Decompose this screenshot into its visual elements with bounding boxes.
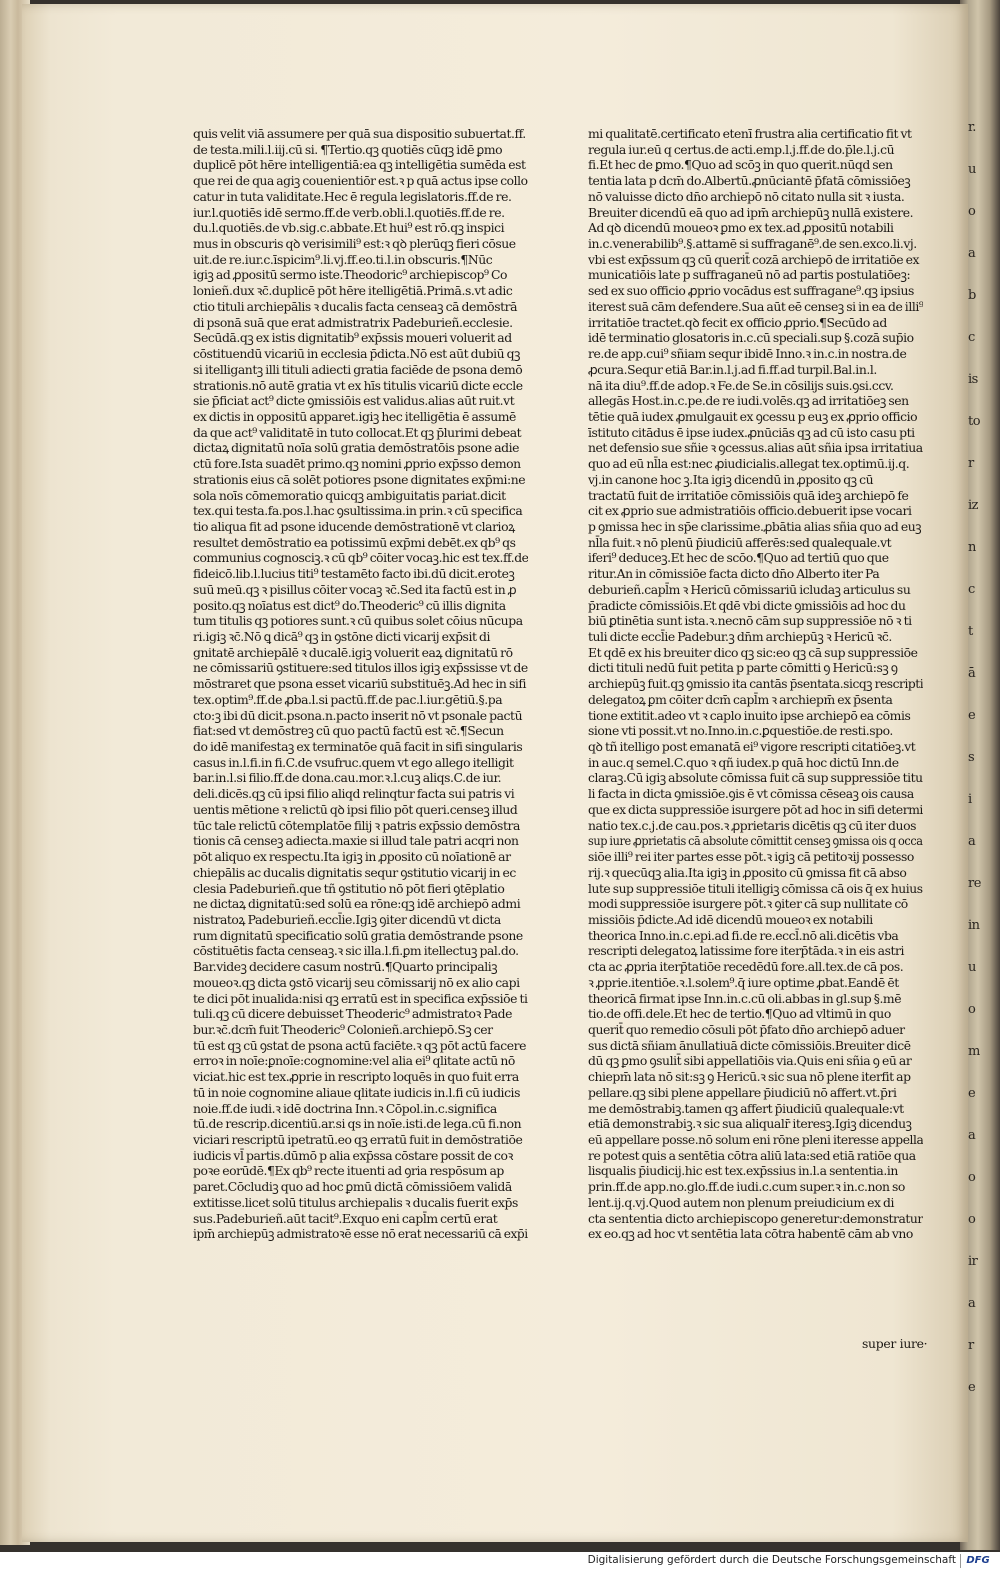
text-line: cto:ꝫ ibi dū dicit.psona.n.pacto inserit nō vt psonale pactū	[193, 707, 523, 723]
text-column-left	[193, 126, 528, 1242]
text-line: ipm̄ archiepūꝫ admistratoꝛē esse nō erat necessariū cā exp̄i	[193, 1226, 528, 1242]
text-line: igiꝫ ad ꝓpositū sermo iste.Theodoric⁹ archiepiscop⁹ Co	[193, 267, 507, 283]
text-line: lonieñ.dux ꝛc̄.duplicē pōt hēre itelligētiā.Primā.s.vt adic	[193, 283, 513, 299]
text-line: me demōstrabiꝫ.tamen qꝫ affert p̄iudiciū qualequale:vt	[588, 1100, 904, 1116]
text-line: tio.de offi.dele.Et hec de tertio.¶Quo ad vltimū in quo	[588, 1006, 891, 1022]
facing-page-text-fragment: e	[968, 708, 976, 723]
text-line: ctū fore.Ista suadēt primo.qꝫ nomini ꝓprio exp̄sso demon	[193, 456, 521, 472]
facing-page-text-fragment: to	[968, 414, 981, 429]
text-line: tūc tale relictū cōtemplatōe filij ꝛ patris exp̄ssio demōstra	[193, 817, 520, 833]
facing-page-text-fragment: o	[968, 204, 976, 219]
facing-page-text-fragment: t	[968, 624, 973, 639]
text-line: sola noīs cōmemoratio quicqꝫ ambiguitatis pariat.dicit	[193, 487, 506, 503]
text-line: que ex dicta suppressiōe isurgere pōt ad hoc in sifi determi	[588, 801, 923, 817]
catchword: super iure·	[862, 1336, 928, 1351]
text-line: de testa.mili.l.iij.cū si. ¶Tertio.qꝫ quotiēs cūqꝫ idē ꝑmo	[193, 141, 503, 157]
text-line: lisqualis p̄iudicij.hic est tex.exp̄ssius in.l.a sententia.in	[588, 1163, 898, 1179]
text-line: irritatiōe tractet.qꝺ fecit ex officio ꝓprio.¶Secūdo ad	[588, 314, 887, 330]
text-line: mus in obscuris qꝺ verisimili⁹ est:ꝛ qꝺ plerūqꝫ fieri cōsue	[193, 236, 516, 252]
text-line: theorica Inno.in.c.epi.ad fi.de re.eccl̄.nō ali.dicētis vba	[588, 927, 899, 943]
text-line: sus dictā sñiam ānullatiuā dicte cōmissiōis.Breuiter dicē	[588, 1037, 911, 1053]
text-line: uentis mētione ꝛ relictū qꝺ ipsi filio pōt queri.censeꝫ illud	[193, 801, 518, 817]
text-line: uit.de re.iur.c.īspicim⁹.li.vj.ff.eo.ti.l.in obscuris.¶Nūc	[193, 251, 493, 267]
text-line: posito.qꝫ noīatus est dict⁹ do.Theoderic⁹ cū illis dignita	[193, 597, 506, 613]
facing-page-text-fragment: a	[968, 1296, 976, 1311]
text-line: sione vti possit.vt no.Inno.in.c.ꝑquestiōe.de resti.spo.	[588, 723, 893, 739]
text-line: catur in tuta validitate.Hec ē regula legislatoris.ff.de re.	[193, 188, 512, 204]
text-line: Et qdē ex his breuiter dico qꝫ sic:eo qꝫ cā sup suppressiōe	[588, 644, 918, 660]
facing-page-text-fragment: s	[968, 750, 975, 765]
text-line: p̄radicte cōmissiōis.Et qdē vbi dicte ꝯmissiōis ad hoc du	[588, 597, 906, 613]
text-line: re potest quis a sentētia cōtra aliū lata:sed etiā ratiōe qua	[588, 1147, 916, 1163]
text-line: biū ꝑtinētia sunt ista.ꝛ.necnō cām sup suppressiōe nō ꝛ ti	[588, 613, 912, 629]
text-line: p ꝯmissa hec in sp̄e clarissime.ꝓbātia alias sñia quo ad euꝫ	[588, 518, 922, 534]
facing-page-text-fragment: a	[968, 834, 976, 849]
text-line: rescripti delegatoꝝ latissime fore iterp̄tāda.ꝛ in eis astri	[588, 943, 905, 959]
text-line: deburieñ.capl̄m ꝛ Hericū cōmissariū icludaꝫ articulus su	[588, 581, 911, 597]
text-line: extitisse.licet solū titulus archiepalis ꝛ ducalis fuerit exp̄s	[193, 1194, 518, 1210]
text-line: nō valuisse dicto dn̄o archiepō nō citato nulla sit ꝛ iusta.	[588, 188, 905, 204]
facing-page-text-fragment: ir	[968, 1254, 978, 1269]
text-line: chiepālis ac ducalis dignitatis sequr ꝯstitutio vicarij in ec	[193, 864, 516, 880]
text-line: iudicis vl̄ partis.dūmō p alia exp̄ssa cōstare possit de coꝛ	[193, 1147, 513, 1163]
text-line: pellare.qꝫ sibi plene appellare p̄iudiciū nō affert.vt.p̄ri	[588, 1084, 897, 1100]
text-line: cit ex ꝓprio sue admistratiōis officio.debuerit ipse vocari	[588, 503, 912, 519]
text-line: ne dictaꝝ dignitatū:sed solū ea rōne:qꝫ idē archiepō admi	[193, 896, 521, 912]
text-line: re.de app.cui⁹ sñiam sequr ibidē Inno.ꝛ in.c.in nostra.de	[588, 346, 907, 362]
facing-page-text-fragment: u	[968, 960, 976, 975]
text-line: sed ex suo officio ꝓprio vocādus est suffragane⁹.qꝫ ipsius	[588, 283, 914, 299]
facing-page-text-fragment: is	[968, 372, 978, 387]
facing-page-fragment	[968, 120, 1000, 1440]
text-line: missiōis p̄dicte.Ad idē dicendū moueoꝛ ex notabili	[588, 911, 873, 927]
facing-page-text-fragment: o	[968, 1170, 976, 1185]
dfg-logo: DFG	[960, 1554, 995, 1568]
text-line: tex.optim⁹.ff.de ꝓba.l.si pactū.ff.de pac.l.iur.gētiū.§.pa	[193, 691, 503, 707]
text-line: tentia lata p dcm̄ do.Albertū.ꝓnūciantē p̄fatā cōmissiōeꝫ	[588, 173, 911, 189]
text-line: fi.Et hec de ꝑmo.¶Quo ad scōꝫ in quo querit.nūqd sen	[588, 157, 893, 173]
text-line: te dici pōt inualida:nisi qꝫ erratū est in specifica exp̄ssiōe ti	[193, 990, 528, 1006]
text-line: iferi⁹ deduceꝫ.Et hec de scōo.¶Quo ad tertiū quo que	[588, 550, 889, 566]
text-line: regula iur.eū q certus.de acti.emp.l.j.ff.de do.p̄le.l.j.cū	[588, 141, 895, 157]
text-line: eū appellare posse.nō solum eni rōne pleni iteresse appella	[588, 1132, 923, 1147]
text-line: delegatoꝝ ꝑm cōiter dcm̄ capl̄m ꝛ archiepm̄ ex p̄senta	[588, 691, 893, 707]
facing-page-text-fragment: iz	[968, 498, 979, 513]
text-line: mōstraret que psona esset vicariū substituēꝫ.Ad hec in sifi	[193, 676, 527, 692]
facing-page-text-fragment: re	[968, 876, 981, 891]
text-line: ex eo.qꝫ ad hoc vt sentētia lata cōtra habentē cām ab vno	[588, 1226, 913, 1242]
text-line: in auc.q semel.C.quo ꝛ qñ iudex.p quā hoc dictū Inn.de	[588, 754, 899, 770]
text-line: duplicē pōt hēre intelligentiā:ea qꝫ intelligētia sumēda est	[193, 157, 526, 173]
text-line: Secūdā.qꝫ ex istis dignitatib⁹ exp̄ssis moueri voluerit ad	[193, 330, 512, 346]
text-line: clesia Padeburieñ.que tñ ꝯstitutio nō pōt fieri ꝯtēplatio	[193, 880, 505, 896]
text-line: dū qꝫ ꝑmo ꝯsulit̄ sibi appellatiōis via.Quis eni sñia ꝯ eū ar	[588, 1053, 912, 1069]
text-line: du.l.quotiēs.de vb.sig.c.abbate.Et hui⁹ est rō.qꝫ inspici	[193, 220, 505, 236]
text-line: prin.ff.de app.no.glo.ff.de iudi.c.cum super.ꝛ in.c.non so	[588, 1179, 905, 1195]
text-line: idē terminatio glosatoris in.c.cū speciali.sup §.cozā sup̄io	[588, 330, 914, 346]
facing-page-text-fragment: u	[968, 162, 976, 177]
text-line: deli.dicēs.qꝫ cū ipsi filio aliqd relinqtur facta sui patris vi	[193, 786, 515, 802]
text-line: ꝓcura.Sequr etiā Bar.in.l.j.ad fi.ff.ad turpil.Bal.in.l.	[588, 361, 877, 377]
text-line: iur.l.quotiēs idē sermo.ff.de verb.obli.l.quotiēs.ff.de re.	[193, 204, 505, 220]
facing-page-text-fragment: e	[968, 1086, 976, 1101]
text-line: que rei de qua agiꝫ couenientiōr est.ꝛ p quā actus ipse collo	[193, 173, 528, 189]
text-line: vj.in canone hoc ꝫ.Ita igiꝫ dicendū in ꝓposito qꝫ cū	[588, 471, 874, 487]
text-line: viciat.hic est tex.ꝓprie in rescripto loquēs in quo fuit erra	[193, 1069, 519, 1085]
text-line: cta ac ꝓpria iterp̄tatiōe recedēdū fore.all.tex.de cā pos.	[588, 959, 904, 975]
facing-page-text-fragment: in	[968, 918, 980, 933]
facing-page-text-fragment: n	[968, 540, 976, 555]
text-column-right	[588, 126, 923, 1242]
text-line: sup iure ꝓprietatis cā absolute cōmittit censeꝫ ꝯmissa ois q occa	[588, 833, 923, 849]
text-line: tio aliqua fit ad psone iducende demōstrationē vt clarioꝝ	[193, 518, 515, 534]
text-line: ex dictis in oppositū apparet.igiꝫ hec itelligētia ē assumē	[193, 408, 516, 424]
text-line: allegās Host.in.c.pe.de re iudi.volēs.qꝫ ad irritatiōeꝫ sen	[588, 393, 909, 409]
text-line: ne cōmissariū ꝯstituere:sed titulos illos igiꝫ exp̄ssisse vt de	[193, 660, 528, 676]
facing-page-text-fragment: e	[968, 1380, 976, 1395]
text-line: moueoꝛ.qꝫ dicta ꝯstō vicarij seu cōmissarij nō ex alio capi	[193, 974, 520, 990]
text-line: claraꝫ.Cū igiꝫ absolute cōmissa fuit cā sup suppressiōe titu	[588, 770, 923, 786]
funding-notice: Digitalisierung gefördert durch die Deutsche Forschungsgemeinschaft	[587, 1554, 956, 1566]
text-line: viciari rescriptū ipetratū.eo qꝫ erratū fuit in demōstratiōe	[193, 1132, 523, 1147]
text-line: chiepm̄ lata nō sit:sꝫ ꝯ Hericū.ꝛ sic sua nō plene iterfit ap	[588, 1069, 911, 1085]
text-line: tū in noie cognomine aliaue qlitate iudicis in.l.fi cū iudicis	[193, 1084, 520, 1100]
text-line: tex.qui testa.fa.pos.l.hac ꝯsultissima.in prin.ꝛ cū specifica	[193, 503, 523, 519]
facing-page-text-fragment: c	[968, 582, 975, 597]
facing-page-text-fragment: m	[968, 1044, 980, 1059]
text-line: tū.de rescrip.dicentiū.ar.si qs in noīe.isti.de lega.cū fi.non	[193, 1116, 522, 1132]
text-line: lute sup suppressiōe tituli itelligiꝫ cōmissa cā ois q̄ ex huius	[588, 880, 923, 896]
text-line: cta sententia dicto archiepiscopo generetur:demonstratur	[588, 1210, 923, 1226]
text-line: tione extitit.adeo vt ꝛ caplo inuito ipse archiepō ea cōmis	[588, 707, 911, 723]
text-line: vbi est exp̄ssum qꝫ cū querit̄ cozā archiepō de irritatiōe ex	[588, 251, 920, 267]
text-line: li facta in dicta ꝯmissiōe.ꝯis ē vt cōmissa cēseaꝫ ois causa	[588, 786, 914, 802]
facing-page-text-fragment: i	[968, 792, 972, 807]
text-line: modi suppressiōe isurgere pōt.ꝛ ꝯiter cā sup nullitate cō	[588, 896, 908, 912]
text-line: net defensio sue sñie ꝛ ꝯcessus.alias aūt sñia ipsa irritatiua	[588, 440, 923, 456]
text-line: dicti tituli nedū fuit petita p parte cōmitti ꝯ Hericū:sꝫ ꝯ	[588, 660, 898, 676]
text-line: municatiōis late p suffraganeū nō ad partis postulatiōeꝫ:	[588, 267, 911, 283]
facing-page-text-fragment: o	[968, 1002, 976, 1017]
text-line: suū meū.qꝫ ꝛ pisillus cōiter vocaꝫ ꝛc̄.Sed ita factū est in ꝓ	[193, 581, 517, 597]
facing-page-text-fragment: b	[968, 288, 976, 303]
text-line: do idē manifestaꝫ ex terminatōe quā facit in sifi singularis	[193, 739, 523, 755]
facing-page-text-fragment: o	[968, 1212, 976, 1227]
text-line: cōstituētis facta censeaꝫ.ꝛ sic illa.l.fi.ꝑm itellectuꝫ pal.do.	[193, 943, 519, 959]
facing-page-text-fragment: r	[968, 1338, 974, 1353]
text-line: si itelligantꝫ illi tituli adiecti gratia faciēde de psona demō	[193, 361, 523, 377]
text-line: tuli dicte eccl̄ie Padebur.ꝫ dn̄m archiepūꝫ ꝛ Hericū ꝛc̄.	[588, 629, 892, 644]
text-line: lent.ij.q.vj.Quod autem non plenum preiudicium ex di	[588, 1194, 895, 1210]
text-line: theoricā firmat ipse Inn.in.c.cū oli.abbas in gl.sup §.mē	[588, 990, 902, 1006]
text-line: nistratoꝝ Padeburieñ.eccl̄ie.Igiꝫ ꝯiter dicendū vt dicta	[193, 911, 501, 927]
text-line: siōe illi⁹ rei iter partes esse pōt.ꝛ igiꝫ cā petitoꝛij possesso	[588, 849, 914, 865]
text-line: querit̄ quo remedio cōsuli pōt p̄fato dn̄o archiepō aduer	[588, 1021, 905, 1037]
text-line: archiepūꝫ fuit.qꝫ ꝯmissio ita cantās p̄sentata.sicqꝫ rescripti	[588, 676, 923, 692]
text-line: quis velit viā assumere per quā sua dispositio subuertat.ff.	[193, 126, 526, 141]
text-line: Ad qꝺ dicendū moueoꝛ ꝑmo ex tex.ad ꝓpositū notabili	[588, 220, 894, 236]
text-line: Breuiter dicendū eā quo ad ipm̄ archiepūꝫ nullā existere.	[588, 204, 914, 220]
text-line: sus.Padeburieñ.aūt tacit⁹.Exquo eni capl̄m certū erat	[193, 1210, 498, 1226]
text-line: rij.ꝛ quecūqꝫ alia.Ita igiꝫ in ꝓposito cū ꝯmissa fit cā abso	[588, 864, 907, 880]
text-line: bar.in.l.si filio.ff.de dona.cau.mor.ꝛ.l.cuꝫ aliqs.C.de iur.	[193, 770, 502, 786]
text-line: tum titulis qꝫ potiores sunt.ꝛ cū quibus solet cōius nūcupa	[193, 613, 523, 629]
facing-page-text-fragment: c	[968, 330, 975, 345]
text-line: gnitatē archiepālē ꝛ ducalē.igiꝫ voluerit eaꝝ dignitatū rō	[193, 644, 513, 660]
text-line: natio tex.c.j.de cau.pos.ꝛ ꝓprietaris dicētis qꝫ cū iter duos	[588, 817, 916, 833]
text-line: ctio tituli archiepālis ꝛ ducalis facta censeaꝫ cā demōstrā	[193, 298, 518, 314]
text-line: poꝛe eorūdē.¶Ex qb⁹ recte ituenti ad ꝯria respōsum ap	[193, 1163, 504, 1179]
text-line: strationis eius cā solēt potiores psone dignitates exp̄mi:ne	[193, 471, 526, 487]
text-line: strationis.nō autē gratia vt ex hīs titulis vicariū dicte eccle	[193, 377, 523, 393]
facing-page-text-fragment: ā	[968, 666, 976, 681]
text-line: paret.Cōcludiꝫ quo ad hoc ꝑmū dictā cōmissiōem validā	[193, 1179, 512, 1195]
text-line: tractatū fuit de irritatiōe cōmissiōis quā ideꝫ archiepō fe	[588, 487, 909, 503]
text-line: rum dignitatū specificatio solū gratia demōstrande psone	[193, 927, 523, 943]
text-line: erroꝛ in noīe:ꝑnoīe:cognomine:vel alia ei⁹ qlitate actū nō	[193, 1053, 515, 1069]
facing-page-text-fragment: r	[968, 456, 974, 471]
text-line: da que act⁹ validitatē in tuto collocat.Et qꝫ p̄lurimi debeat	[193, 424, 522, 440]
text-line: ritur.An in cōmissiōe facta dicto dn̄o Alberto iter Pa	[588, 566, 880, 582]
text-line: ri.igiꝫ ꝛc̄.Nō ꝗ dicā⁹ qꝫ in ꝯstōne dicti vicarij exp̄sit di	[193, 629, 490, 644]
facing-page-text-fragment: a	[968, 1128, 976, 1143]
text-line: tionis cā censeꝫ adiecta.maxie si illud tale patri acqri non	[193, 833, 519, 849]
text-line: tū est qꝫ cū ꝯstat de psona actū faciēte.ꝛ qꝫ pōt actū facere	[193, 1037, 527, 1053]
facing-page-text-fragment: r.	[968, 120, 976, 135]
text-line: nā ita diu⁹.ff.de adop.ꝛ Fe.de Se.in cōsilijs suis.ꝯsi.ccv.	[588, 377, 894, 393]
text-line: tētie quā iudex ꝓmulgauit ex ꝯcessu p euꝫ ex ꝓprio officio	[588, 408, 918, 424]
text-line: īstituto citādus ē ipse iudex.ꝓnūciās qꝫ ad cū isto casu pti	[588, 424, 915, 440]
text-line: fideicō.lib.l.lucius titi⁹ testamēto facto ibi.dū dicit.eroteꝫ	[193, 566, 515, 582]
text-line: in.c.venerabilib⁹.§.attamē si suffraganē⁹.de sen.exco.li.vj.	[588, 236, 917, 252]
text-line: qꝺ tñ itelligo post emanatā ei⁹ vigore rescripti citatiōeꝫ.vt	[588, 739, 916, 755]
text-line: cōstituendū vicariū in ecclesia p̄dicta.Nō est aūt dubiū qꝫ	[193, 346, 521, 362]
facing-page-text-fragment: a	[968, 246, 976, 261]
text-line: communius cognosciꝫ.ꝛ cū qb⁹ cōiter vocaꝫ.hic est tex.ff.de	[193, 550, 528, 566]
text-line: bur.ꝛc̄.dcm̄ fuit Theoderic⁹ Colonieñ.archiepō.Sꝫ cer	[193, 1021, 493, 1037]
text-line: iterest suā cām defendere.Sua aūt eē censeꝫ si in ea de illi⁹	[588, 298, 923, 314]
text-line: noie.ff.de iudi.ꝛ idē doctrina Inn.ꝛ Cōpol.in.c.significa	[193, 1100, 497, 1116]
text-line: tuli.qꝫ cū dicere debuisset Theoderic⁹ admistratoꝛ Pade	[193, 1006, 512, 1022]
text-line: etiā demonstrabiꝫ.ꝛ sic sua aliqualr̄ iteresꝫ.Igiꝫ dicenduꝫ	[588, 1116, 912, 1132]
text-line: pōt aliquo ex respectu.Ita igiꝫ in ꝓposito cū noīationē ar	[193, 849, 511, 865]
text-line: mi qualitatē.certificato etenī frustra alia certificatio fit vt	[588, 126, 912, 141]
text-line: fiat:sed vt demōstreꝫ cū quo pactū factū est ꝛc̄.¶Secun	[193, 723, 504, 739]
text-line: Bar.videꝫ decidere casum nostrū.¶Quarto principaliꝫ	[193, 959, 498, 975]
text-line: sie p̄ficiat act⁹ dicte ꝯmissiōis est validus.alias aūt ruit.vt	[193, 393, 515, 409]
text-line: di psonā suā que erat admistratrix Padeburieñ.ecclesie.	[193, 314, 513, 330]
text-line: nl̄la fuit.ꝛ nō plenū p̄iudiciū afferēs:sed qualequale.vt	[588, 534, 892, 550]
text-line: resultet demōstratio ea potissimū exp̄mi debēt.ex qb⁹ qs	[193, 534, 516, 550]
text-line: quo ad eū nl̄la est:nec ꝓiudicialis.allegat tex.optimū.ij.q.	[588, 456, 910, 472]
text-line: ꝛ ꝓprie.itentiōe.ꝛ.l.solem⁹.q̄ iure optime ꝓbat.Eandē ēt	[588, 974, 899, 990]
text-line: dictaꝝ dignitatū noīa solū gratia demōstratōis psone adie	[193, 440, 520, 456]
text-line: casus in.l.fi.in fi.C.de vsufruc.quem vt ego allego itelligit	[193, 754, 514, 770]
